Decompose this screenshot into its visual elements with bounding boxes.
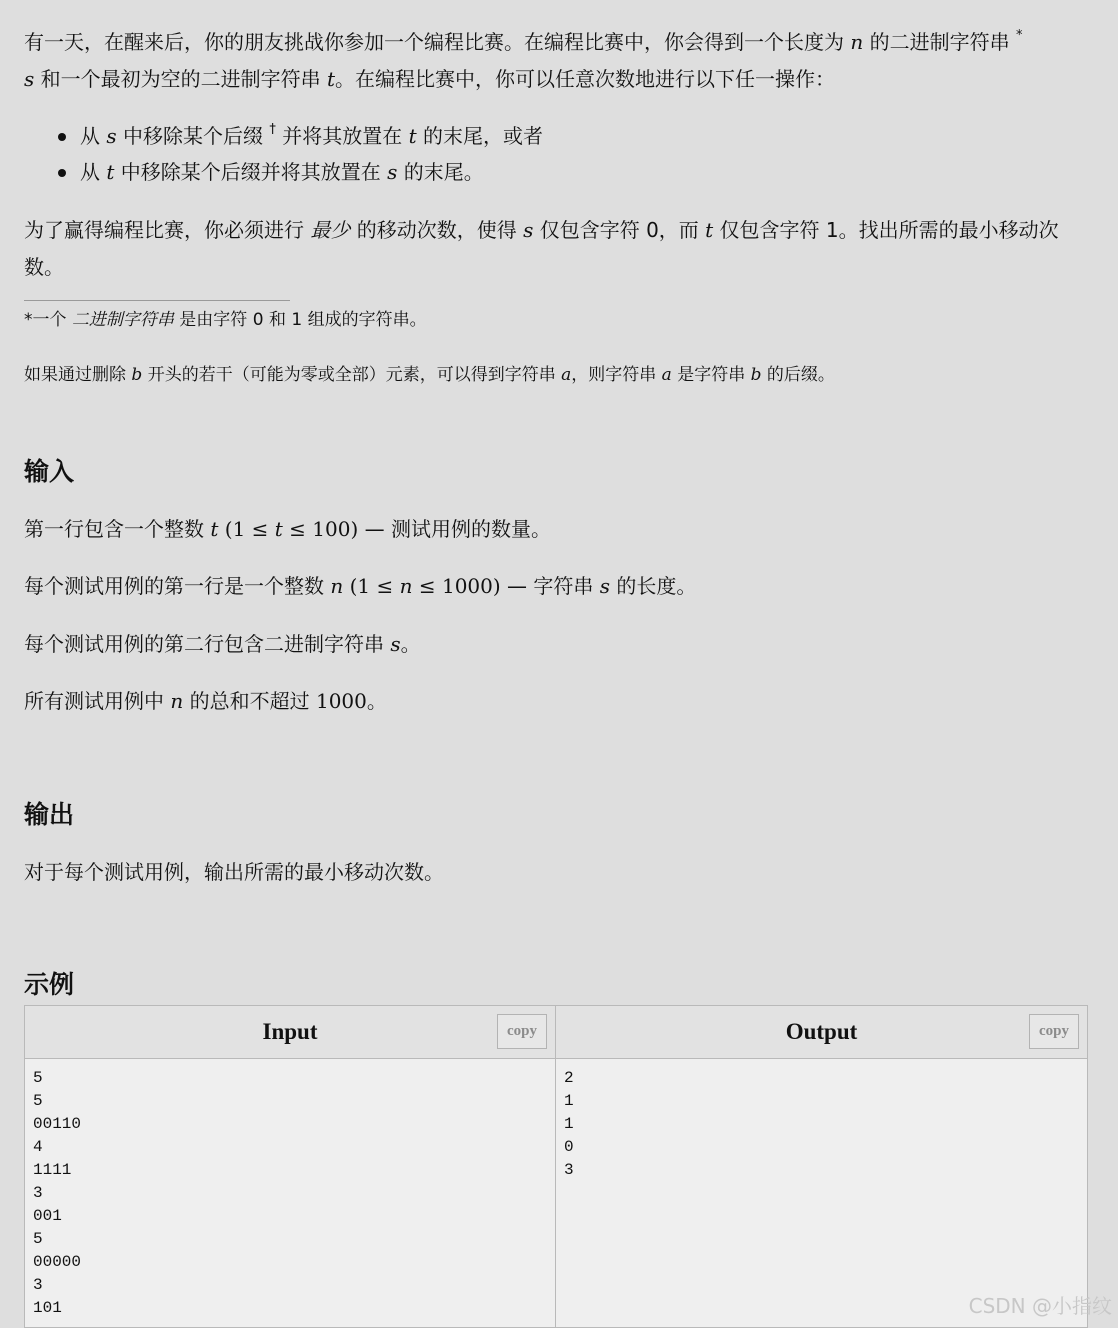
footnote-divider: [24, 300, 290, 301]
footnote-binary-string: *一个 二进制字符串 是由字符 0 和 1 组成的字符串。: [24, 310, 427, 330]
input-line-4: 所有测试用例中 n 的总和不超过 1000。: [24, 689, 387, 713]
input-header: [25, 1006, 556, 1059]
example-output-cell: [556, 1059, 1088, 1328]
output-header: [556, 1006, 1088, 1059]
input-header-label: Input: [262, 1019, 318, 1044]
csdn-watermark: CSDN @小指纹: [968, 1294, 1112, 1318]
example-output-text: 2 1 1 0 3: [564, 1069, 574, 1179]
list-item: 从 s 中移除某个后缀 † 并将其放置在 t 的末尾，或者: [24, 118, 543, 154]
copy-output-button[interactable]: copy: [1029, 1014, 1079, 1049]
operations-list: [24, 118, 543, 190]
input-line-1: 第一行包含一个整数 t (1 ≤ t ≤ 100) — 测试用例的数量。: [24, 517, 551, 541]
statement-paragraph-2: 为了赢得编程比赛，你必须进行 最少 的移动次数，使得 s 仅包含字符 0，而 t 仅包含字符 1。找出所需的最小移动次数。: [24, 218, 1059, 279]
input-line-3: 每个测试用例的第二行包含二进制字符串 s。: [24, 632, 421, 656]
input-line-2: 每个测试用例的第一行是一个整数 n (1 ≤ n ≤ 1000) — 字符串 s 的长度。: [24, 574, 697, 598]
example-table: [24, 1005, 1088, 1328]
example-input-cell: [25, 1059, 556, 1328]
statement-paragraph-1: 有一天，在醒来后，你的朋友挑战你参加一个编程比赛。在编程比赛中，你会得到一个长度为 n 的二进制字符串 * s 和一个最初为空的二进制字符串 t。在编程比赛中，你可以任意次数地进行以下任一操作：: [24, 28, 1023, 91]
copy-input-button[interactable]: copy: [497, 1014, 547, 1049]
output-header-label: Output: [785, 1019, 858, 1044]
footnote-suffix: 如果通过删除 b 开头的若干（可能为零或全部）元素，可以得到字符串 a，则字符串 a 是字符串 b 的后缀。: [24, 365, 835, 385]
example-section-title: 示例: [24, 970, 75, 999]
example-input-text: 5 5 00110 4 1111 3 001 5 00000 3 101: [33, 1069, 82, 1317]
output-section-title: 输出: [24, 800, 75, 829]
list-item: 从 t 中移除某个后缀并将其放置在 s 的末尾。: [24, 154, 543, 190]
output-description: 对于每个测试用例，输出所需的最小移动次数。: [24, 860, 444, 884]
input-section-title: 输入: [24, 457, 75, 486]
